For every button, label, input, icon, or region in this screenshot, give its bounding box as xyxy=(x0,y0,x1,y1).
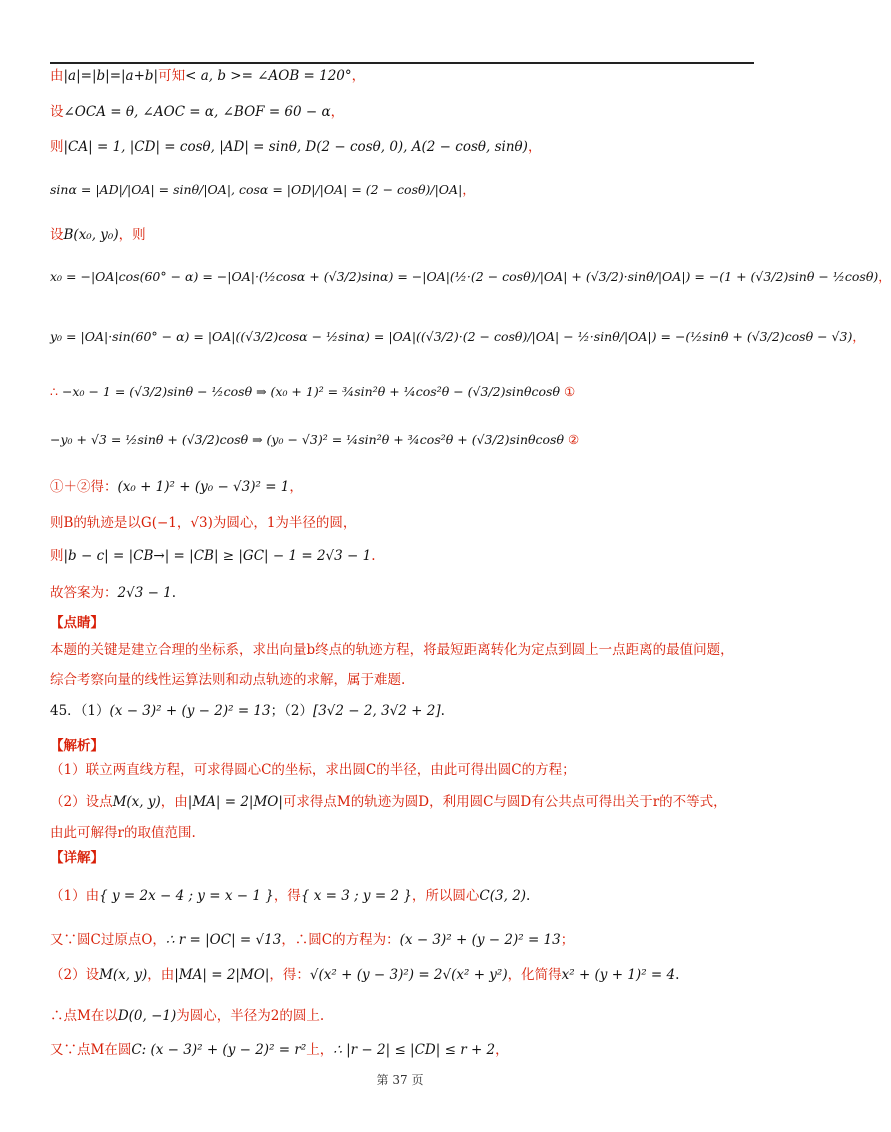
text-run: （2）设 xyxy=(50,967,100,983)
text-run: ，所以圆心 xyxy=(411,888,480,904)
math-expression: ∴ |r − 2| ≤ |CD| ≤ r + 2 xyxy=(333,1042,496,1058)
text-run: . xyxy=(171,585,177,601)
math-expression: { x = 3 ; y = 2 } xyxy=(300,888,412,904)
text-run: ， xyxy=(330,104,345,120)
text-run: 上， xyxy=(306,1042,334,1058)
text-run: （2）设点 xyxy=(50,794,113,810)
text-run: ，则 xyxy=(118,227,146,243)
math-expression: |CA| = 1, |CD| = cosθ, |AD| = sinθ, D(2 − cosθ, 0), A(2 − cosθ, sinθ) xyxy=(63,139,528,155)
text-run: ， xyxy=(462,182,475,197)
line-l26 xyxy=(50,1006,762,1026)
math-expression: |MA| = 2|MO| xyxy=(187,794,283,810)
line-l03 xyxy=(50,137,762,157)
math-expression: (x − 3)² + (y − 2)² = 13 xyxy=(399,932,561,948)
text-run: 由此可解得r的取值范围. xyxy=(50,825,196,841)
math-expression: −y₀ + √3 = ½sinθ + (√3/2)cosθ ⇒ (y₀ − √3)² = ¼sin²θ + ¾cos²θ + (√3/2)sinθcosθ xyxy=(50,432,564,447)
text-run: ，得 xyxy=(273,888,301,904)
text-run: 故答案为： xyxy=(50,585,118,601)
line-l22 xyxy=(50,848,762,868)
math-expression: B(x₀, y₀) xyxy=(63,227,119,243)
line-l07 xyxy=(50,327,865,347)
math-expression: −x₀ − 1 = (√3/2)sinθ − ½cosθ ⇒ (x₀ + 1)² = ¾sin²θ + ¼cos²θ − (√3/2)sinθcosθ xyxy=(61,384,560,399)
math-expression: |MA| = 2|MO| xyxy=(174,967,270,983)
text-run: ， xyxy=(351,68,366,84)
text-run: 可知 xyxy=(158,68,186,84)
math-expression: x₀ = −|OA|cos(60° − α) = −|OA|·(½cosα + (√3/2)sinα) = −|OA|(½·(2 − cosθ)/|OA| + (√3/2)·sinθ/|OA|) = −(1 + (√3/2)sinθ − ½cosθ) xyxy=(50,269,879,284)
text-run: 【解析】 xyxy=(50,738,104,754)
math-expression: 2√3 − 1 xyxy=(117,585,172,601)
line-l10 xyxy=(50,477,762,497)
text-run: ，由 xyxy=(160,794,188,810)
math-expression: < a, b >= ∠AOB = 120° xyxy=(185,68,352,84)
text-run: 可求得点M的轨迹为圆D，利用圆C与圆D有公共点可得出关于r的不等式， xyxy=(282,794,727,810)
text-run: ；（2） xyxy=(270,703,313,719)
line-l08 xyxy=(50,382,762,402)
text-run: 45．（1） xyxy=(50,703,110,719)
line-l06 xyxy=(50,267,891,287)
text-run: ② xyxy=(564,432,580,447)
text-run: ∴ xyxy=(50,384,62,399)
math-expression: D(0, −1) xyxy=(117,1008,177,1024)
text-run: . xyxy=(371,548,376,564)
text-run: ， xyxy=(495,1042,509,1058)
text-run: 又∵圆C过原点O， xyxy=(50,932,166,948)
text-run: ，化简得 xyxy=(507,967,562,983)
text-run: ，得： xyxy=(269,967,310,983)
line-l02 xyxy=(50,102,762,122)
math-expression: x² + (y + 1)² = 4 xyxy=(561,967,676,983)
math-expression: (x₀ + 1)² + (y₀ − √3)² = 1 xyxy=(117,479,290,495)
text-run: （1）联立两直线方程，可求得圆心C的坐标，求出圆C的半径，由此可得出圆C的方程； xyxy=(50,762,576,778)
line-l15 xyxy=(50,640,762,660)
text-run: ① xyxy=(559,384,576,399)
text-run: ∴点M在以 xyxy=(50,1008,118,1024)
text-run: 【详解】 xyxy=(50,850,104,866)
text-run: 则 xyxy=(50,139,64,155)
line-l14 xyxy=(50,613,762,633)
math-expression: [3√2 − 2, 3√2 + 2] xyxy=(312,703,441,719)
line-l12 xyxy=(50,546,762,566)
text-run: 设 xyxy=(50,104,64,120)
text-run: . xyxy=(526,888,531,904)
line-l04 xyxy=(50,180,762,200)
math-expression: { y = 2x − 4 ; y = x − 1 } xyxy=(99,888,274,904)
text-run: （1）由 xyxy=(50,888,100,904)
line-l19 xyxy=(50,760,762,780)
text-run: . xyxy=(675,967,680,983)
math-expression: sinα = |AD|/|OA| = sinθ/|OA|, cosα = |OD|/|OA| = (2 − cosθ)/|OA| xyxy=(50,182,463,197)
text-run: ， xyxy=(289,479,303,495)
line-l27 xyxy=(50,1040,762,1060)
math-expression: (x − 3)² + (y − 2)² = 13 xyxy=(109,703,271,719)
text-run: 设 xyxy=(50,227,64,243)
text-run: 本题的关键是建立合理的坐标系，求出向量b终点的轨迹方程，将最短距离转化为定点到圆上一点距离的最值问题， xyxy=(50,642,734,658)
line-l09 xyxy=(50,430,762,450)
math-expression: √(x² + (y − 3)²) = 2√(x² + y²) xyxy=(309,967,508,983)
header-rule xyxy=(50,62,754,64)
line-l01 xyxy=(50,66,762,86)
math-expression: M(x, y) xyxy=(99,967,148,983)
line-l25 xyxy=(50,965,762,985)
line-l11 xyxy=(50,513,762,533)
text-run: . xyxy=(440,703,445,719)
text-run: ， xyxy=(527,139,542,155)
text-run: ，由 xyxy=(147,967,175,983)
math-expression: C: (x − 3)² + (y − 2)² = r² xyxy=(131,1042,307,1058)
text-run: 则B的轨迹是以G(−1，√3)为圆心，1为半径的圆， xyxy=(50,515,357,531)
line-l18 xyxy=(50,736,762,756)
math-expression: C(3, 2) xyxy=(479,888,527,904)
math-expression: |a|=|b|=|a+b| xyxy=(63,68,159,84)
math-expression: y₀ = |OA|·sin(60° − α) = |OA|((√3/2)cosα − ½sinα) = |OA|((√3/2)·(2 − cosθ)/|OA| − ½·sinθ/|OA|) = −(½sinθ + (√3/2)cosθ − √3) xyxy=(50,329,853,344)
line-l23 xyxy=(50,886,762,906)
text-run: 综合考察向量的线性运算法则和动点轨迹的求解，属于难题. xyxy=(50,672,406,688)
text-run: 为圆心，半径为2的圆上. xyxy=(176,1008,325,1024)
text-run: ①＋②得： xyxy=(50,479,118,495)
text-run: 又∵点M在圆 xyxy=(50,1042,132,1058)
line-l17 xyxy=(50,701,762,721)
text-run: 由 xyxy=(50,68,64,84)
text-run: ； xyxy=(560,932,575,948)
math-expression: |b − c| = |CB→| = |CB| ≥ |GC| − 1 = 2√3 − 1 xyxy=(63,548,372,564)
line-l21 xyxy=(50,823,762,843)
math-expression: ∠OCA = θ, ∠AOC = α, ∠BOF = 60 − α xyxy=(63,104,331,120)
text-run: 【点睛】 xyxy=(50,615,104,631)
math-expression: ∴ r = |OC| = √13 xyxy=(165,932,282,948)
line-l13 xyxy=(50,583,762,603)
text-run: ，∴圆C的方程为： xyxy=(281,932,400,948)
line-l20 xyxy=(50,792,762,812)
text-run: ， xyxy=(852,329,865,344)
line-l16 xyxy=(50,670,762,690)
line-l05 xyxy=(50,225,762,245)
math-expression: M(x, y) xyxy=(112,794,161,810)
text-run: 则 xyxy=(50,548,64,564)
line-l24 xyxy=(50,930,762,950)
text-run: ， xyxy=(878,269,891,284)
page-footer: 第 37 页 xyxy=(376,1073,424,1087)
